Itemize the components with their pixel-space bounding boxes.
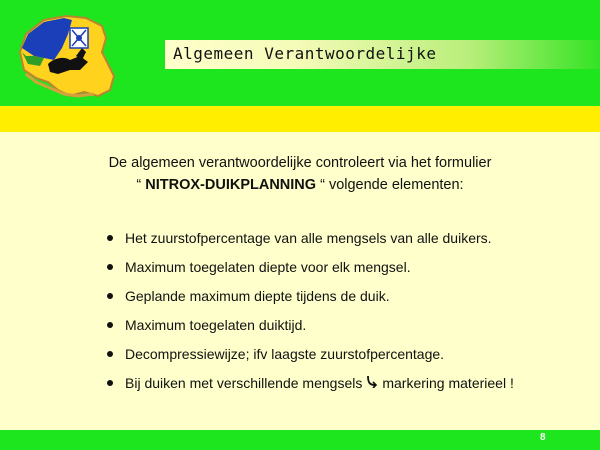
curved-arrow-icon <box>366 373 378 393</box>
list-item <box>107 373 514 402</box>
bullet-text: Decompressiewijze; ifv laagste zuurstofpercentage. <box>125 346 445 362</box>
bullet-text: Geplande maximum diepte tijdens de duik. <box>125 288 390 304</box>
intro-line-2 <box>0 174 600 196</box>
page-number: 8 <box>540 432 546 443</box>
intro-line-1: De algemeen verantwoordelijke controleert via het formulier <box>108 155 492 171</box>
list-item <box>107 286 514 315</box>
bullet-icon <box>107 235 113 241</box>
bullet-text: Maximum toegelaten duiktijd. <box>125 317 307 333</box>
list-item <box>107 228 514 257</box>
slide-content <box>0 132 600 430</box>
bullet-text: Het zuurstofpercentage van alle mengsels van alle duikers. <box>125 230 492 246</box>
list-item <box>107 315 514 344</box>
quote-close: “ <box>320 177 325 193</box>
quote-open: “ <box>136 177 142 193</box>
bullet-list <box>107 228 514 402</box>
bullet-icon <box>107 264 113 270</box>
bullet-text: Maximum toegelaten diepte voor elk mengsel. <box>125 259 411 275</box>
yellow-band <box>0 106 600 132</box>
diving-federation-logo <box>14 12 120 100</box>
title-bar <box>165 40 600 69</box>
bullet-icon <box>107 322 113 328</box>
list-item <box>107 257 514 286</box>
bullet-text-after-arrow: markering materieel ! <box>382 375 514 391</box>
bullet-text: Bij duiken met verschillende mengsels <box>125 375 363 391</box>
list-item <box>107 344 514 373</box>
bullet-icon <box>107 293 113 299</box>
bullet-icon <box>107 380 113 386</box>
page-title: Algemeen Verantwoordelijke <box>173 44 437 63</box>
intro-text <box>0 152 600 196</box>
intro-line-2-rest: volgende elementen: <box>328 177 464 193</box>
footer-band <box>0 430 600 450</box>
bullet-icon <box>107 351 113 357</box>
form-name: NITROX-DUIKPLANNING <box>145 177 317 193</box>
